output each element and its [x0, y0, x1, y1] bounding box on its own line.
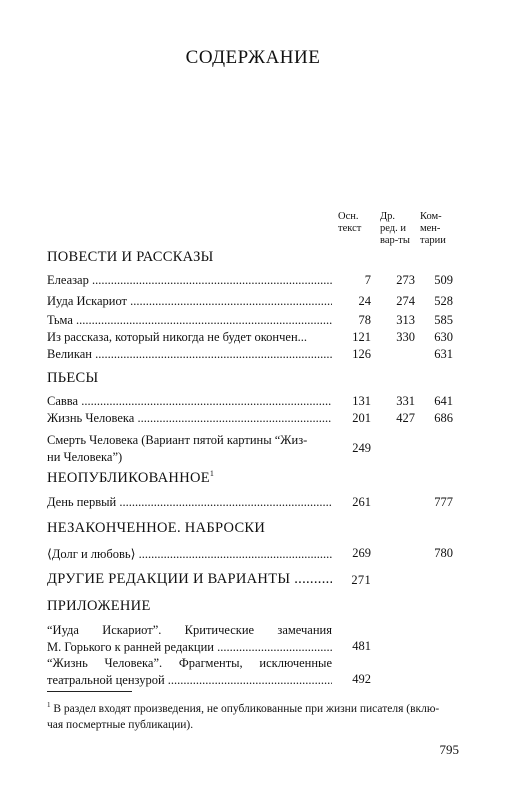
text-page: 271	[351, 573, 371, 587]
entry-title: Савва .....	[47, 394, 332, 409]
section-heading-text: НЕОПУБЛИКОВАННОЕ	[47, 469, 210, 486]
entry-title: ДРУГИЕ РЕДАКЦИИ И ВАРИАНТЫ .....	[47, 571, 332, 588]
entry-title-line: М. Горького к ранней редакции .....	[47, 639, 332, 656]
entry-title: Жизнь Человека .....	[47, 411, 332, 426]
variants-page: 330	[396, 330, 415, 344]
page-title: СОДЕРЖАНИЕ	[185, 47, 321, 68]
text-page: 492	[352, 672, 371, 686]
comments-page: 686	[434, 411, 453, 425]
entry-title-line: “Жизнь Человека”. Фрагменты, исключенные	[47, 656, 332, 670]
column-header-line: Ком-	[420, 211, 442, 222]
text-page: 249	[352, 441, 371, 455]
comments-page: 509	[434, 273, 453, 287]
entry-title-line: театральной цензурой .....	[47, 672, 332, 689]
entry-title: ⟨Долг и любовь⟩ .....	[47, 546, 332, 562]
comments-page: 631	[434, 347, 453, 361]
comments-page: 780	[434, 546, 453, 560]
text-page: 78	[358, 313, 371, 327]
toc-entry[interactable]	[47, 330, 457, 348]
variants-page: 313	[396, 313, 415, 327]
toc-entry[interactable]	[47, 347, 457, 365]
column-header-line: Осн.	[338, 211, 359, 222]
column-header-variants	[380, 211, 410, 247]
column-header-text	[338, 211, 361, 235]
column-header-line: ред. и	[380, 223, 406, 234]
entry-title-line: ни Человека”)	[47, 450, 123, 464]
entry-title-line: “Иуда Искариот”. Критические замечания	[47, 623, 332, 637]
variants-page: 427	[396, 411, 415, 425]
text-page: 201	[352, 411, 371, 425]
section-heading: ПРИЛОЖЕНИЕ	[47, 598, 151, 614]
text-page: 121	[352, 330, 371, 344]
footnote-line	[47, 697, 462, 717]
section-heading: ПОВЕСТИ И РАССКАЗЫ	[47, 249, 214, 265]
column-header-line: Др.	[380, 211, 396, 222]
column-header-line: тарии	[420, 235, 446, 246]
toc-entry[interactable]	[47, 622, 457, 658]
comments-page: 641	[434, 394, 453, 408]
comments-page: 630	[434, 330, 453, 344]
column-header-comments	[420, 211, 446, 247]
entry-title: День первый .....	[47, 495, 332, 510]
variants-page: 274	[396, 294, 415, 308]
toc-entry[interactable]	[47, 546, 457, 564]
toc-entry[interactable]	[47, 411, 457, 429]
column-header-line: текст	[338, 223, 362, 234]
toc-entry[interactable]	[47, 294, 457, 312]
text-page: 481	[352, 639, 371, 653]
variants-page: 273	[396, 273, 415, 287]
footnote-text: В раздел входят произведения, не опубликованные при жизни писателя (вклю-	[50, 702, 440, 715]
section-heading	[47, 469, 214, 487]
footnote-line: чая посмертные публикации).	[47, 718, 194, 731]
toc-entry[interactable]	[47, 273, 457, 291]
entry-title: Великан .....	[47, 347, 332, 362]
section-heading: НЕЗАКОНЧЕННОЕ. НАБРОСКИ	[47, 520, 266, 536]
text-page: 131	[352, 394, 371, 408]
text-page: 269	[352, 546, 371, 560]
comments-page: 528	[434, 294, 453, 308]
text-page: 126	[352, 347, 371, 361]
footnote	[47, 697, 462, 733]
entry-title: Из рассказа, который никогда не будет окончен...	[47, 330, 308, 344]
comments-page: 585	[434, 313, 453, 327]
text-page: 24	[358, 294, 371, 308]
column-header-line: вар-ты	[380, 235, 410, 246]
footnote-mark: 1	[47, 701, 51, 709]
entry-title-line: Смерть Человека (Вариант пятой картины “Жиз-	[47, 433, 308, 447]
footnote-mark[interactable]: 1	[209, 469, 215, 478]
section-heading: ПЬЕСЫ	[47, 370, 99, 386]
entry-title: Елеазар .....	[47, 273, 332, 288]
entry-title: Иуда Искариот .....	[47, 294, 332, 309]
variants-page: 331	[396, 394, 415, 408]
text-page: 7	[364, 273, 371, 287]
toc-entry[interactable]	[47, 655, 457, 691]
column-header-line: мен-	[420, 223, 441, 234]
toc-entry[interactable]	[47, 394, 457, 412]
footnote-divider	[47, 691, 132, 692]
toc-entry[interactable]	[47, 571, 457, 591]
toc-entry[interactable]	[47, 432, 457, 468]
comments-page: 777	[434, 495, 453, 509]
entry-title: Тьма .....	[47, 313, 332, 328]
page-number: 795	[439, 742, 459, 757]
toc-entry[interactable]	[47, 313, 457, 331]
toc-entry[interactable]	[47, 495, 457, 513]
text-page: 261	[352, 495, 371, 509]
